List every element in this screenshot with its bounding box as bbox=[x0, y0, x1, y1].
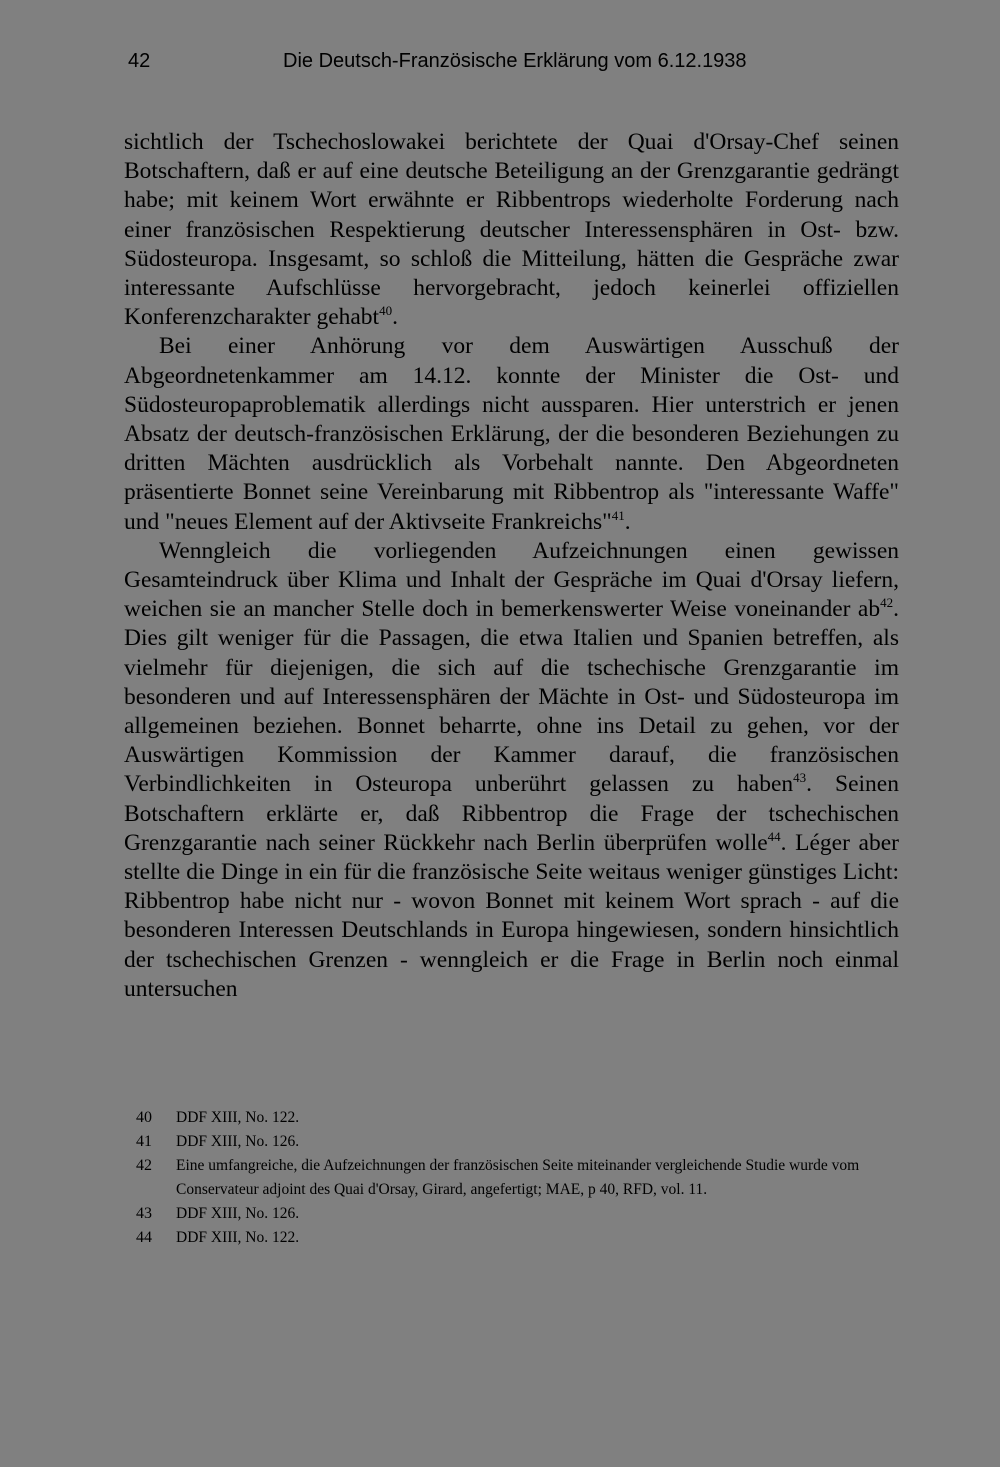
footnote-number: 44 bbox=[136, 1229, 152, 1246]
footnote-item bbox=[130, 1226, 900, 1250]
footnote-reference[interactable]: 40 bbox=[379, 303, 393, 319]
footnote-reference[interactable]: 41 bbox=[611, 507, 625, 523]
footnote-text: DDF XIII, No. 126. bbox=[176, 1205, 300, 1222]
paragraph-text: . bbox=[624, 508, 631, 535]
paragraph-text: . Léger aber stellte die Dinge in ein für die französische Seite weitaus weniger günstiges Licht: Ribbentrop habe nicht nur - wovon Bonnet mit keinem Wort sprach - auf die besonderen Interessen Deutschlands in Europa hingewiesen, sondern hinsichtlich der tschechischen Grenzen - wenngleich er die Frage in Berlin noch einmal untersuchen bbox=[124, 829, 899, 1002]
footnote-number: 42 bbox=[136, 1157, 152, 1174]
paragraph-text: Wenngleich die vorliegenden Aufzeichnungen einen gewissen Gesamteindruck über Klima und Inhalt der Gespräche im Quai d'Orsay liefern, weichen sie an mancher Stelle doch in bemerkenswerter Weise voneinander ab bbox=[124, 537, 899, 623]
footnote-text: DDF XIII, No. 126. bbox=[176, 1133, 300, 1150]
footnote-number: 40 bbox=[136, 1109, 152, 1126]
paragraph-text: Bei einer Anhörung vor dem Auswärtigen Ausschuß der Abgeordnetenkammer am 14.12. konnte der Minister die Ost- und Südosteuropaproblematik allerdings nicht aussparen. Hier unterstrich er jenen Absatz der deutsch-französischen Erklärung, der die besonderen Beziehungen zu dritten Mächten ausdrücklich als Vorbehalt nannte. Den Abgeordneten präsentierte Bonnet seine Vereinbarung mit Ribbentrop als "interessante Waffe" und "neues Element auf der Aktivseite Frankreichs" bbox=[124, 333, 899, 535]
running-title: Die Deutsch-Französische Erklärung vom 6.12.1938 bbox=[283, 50, 747, 72]
footnotes bbox=[130, 1106, 900, 1250]
footnote-reference[interactable]: 43 bbox=[793, 770, 807, 786]
running-header bbox=[128, 46, 898, 76]
footnote-item bbox=[130, 1202, 900, 1226]
paragraph-text: . bbox=[392, 304, 398, 331]
page-number: 42 bbox=[128, 50, 151, 72]
footnote-item bbox=[130, 1130, 900, 1154]
footnote-text: DDF XIII, No. 122. bbox=[176, 1229, 300, 1246]
footnote-reference[interactable]: 44 bbox=[767, 829, 781, 845]
paragraph-text: . Seinen Botschaftern erklärte er, daß Ribbentrop die Frage der tschechischen Grenzgarantie nach seiner Rückkehr nach Berlin überprüfen wolle bbox=[124, 771, 899, 856]
footnote-reference[interactable]: 42 bbox=[880, 595, 894, 611]
footnote-text: DDF XIII, No. 122. bbox=[176, 1109, 300, 1126]
footnote-text: Eine umfangreiche, die Aufzeichnungen der französischen Seite miteinander vergleichende Studie wurde vom Conservateur adjoint des Quai d'Orsay, Girard, angefertigt; MAE, p 40, RFD, vol. 11. bbox=[176, 1157, 860, 1198]
footnote-item bbox=[130, 1154, 900, 1202]
footnote-number: 43 bbox=[136, 1205, 152, 1222]
paragraph-1 bbox=[124, 128, 899, 332]
paragraph-text: . Dies gilt weniger für die Passagen, die etwa Italien und Spanien betreffen, als vielmehr für diejenigen, die sich auf die tschechische Grenzgarantie im besonderen und auf Interessensphären der Mächte in Ost- und Südosteuropa im allgemeinen beziehen. Bonnet beharrte, ohne ins Detail zu gehen, vor der Auswärtigen Kommission der Kammer darauf, die französischen Verbindlichkeiten in Osteuropa unberührt gelassen zu haben bbox=[124, 596, 899, 798]
paragraph-text: sichtlich der Tschechoslowakei berichtete der Quai d'Orsay-Chef seinen Botschaftern, daß er auf eine deutsche Beteiligung an der Grenzgarantie gedrängt habe; mit keinem Wort erwähnte er Ribbentrops wiederholte Forderung nach einer französischen Respektierung deutscher Interessensphären in Ost- bzw. Südosteuropa. Insgesamt, so schloß die Mitteilung, hätten die Gespräche zwar interessante Aufschlüsse hervorgebracht, jedoch keinerlei offiziellen Konferenzcharakter gehabt bbox=[124, 129, 899, 331]
body-text bbox=[124, 128, 899, 1004]
footnote-number: 41 bbox=[136, 1133, 152, 1150]
footnote-item bbox=[130, 1106, 900, 1130]
paragraph-2 bbox=[124, 332, 899, 536]
paragraph-3 bbox=[124, 537, 899, 1004]
